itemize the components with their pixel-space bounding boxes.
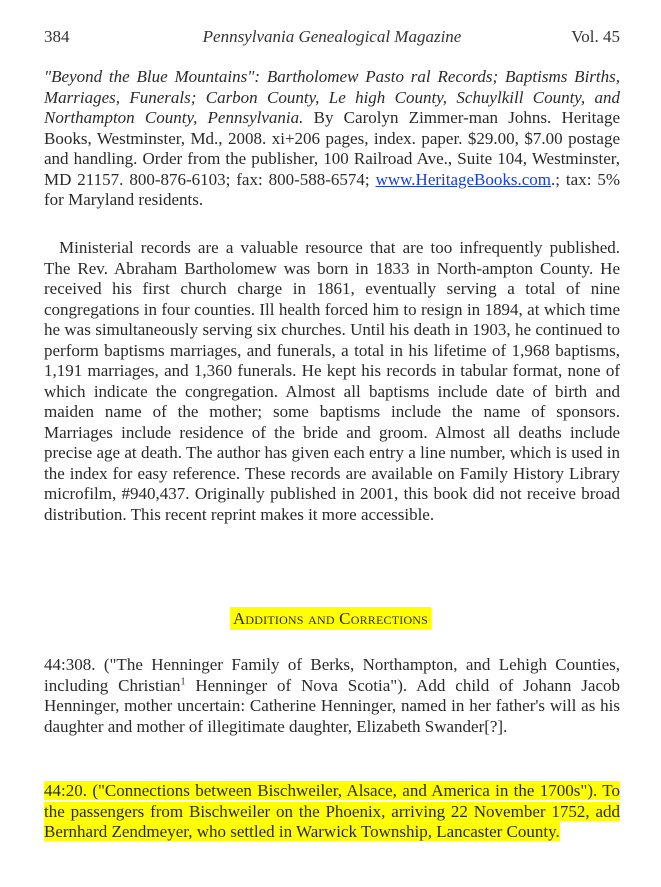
book-title: "Beyond the Blue Mountains": Bartholomew Pasto ral Records; Baptisms Births, Marriages, Funerals; Carbon County, Le high County, Schuylkill County, and Northampton County, Pennsylvania. [44,67,620,127]
book-review-citation [44,67,620,211]
correction-text: 44:308. ("The Henninger Family of Berks, Northampton, and Lehigh Counties, including Christian [44,655,620,695]
footnote-marker: 1 [180,675,186,687]
page-number: 384 [44,27,70,46]
journal-title: Pennsylvania Genealogical Magazine [202,27,462,46]
review-summary: Ministerial records are a valuable resource that are too infrequently published. The Rev. Abraham Bartholomew was born in 1833 in North-ampton County. He received his first church charge in 1861, eventually serving a total of nine congregations in four counties. Ill health forced him to resign in 1894, at which time he was simultaneously serving six churches. Until his death in 1903, he continued to perform baptisms marriages, and funerals, a total in his lifetime of 1,968 baptisms, 1,191 marriages, and 1,360 funerals. He kept his records in tabular format, none of which indicate the congregation. Almost all baptisms include date of birth and maiden name of the mother; some baptisms include the name of sponsors. Marriages include residence of the bride and groom. Almost all deaths include precise age at death. The author has given each entry a line number, which is used in the index for easy reference. These records are available on Family History Library microfilm, #940,437. Originally published in 2001, this book did not receive broad distribution. This recent reprint makes it more accessible. [44,238,620,524]
section-title [0,607,661,631]
correction-text-end: Henninger of Nova Scotia"). Add child of Johann Jacob Henninger, mother uncertain: Catherine Henninger, named in her father's will as his daughter and mother of illegitimate daughter, Elizabeth Swander[?]. [44,675,621,736]
highlighted-correction-text: 44:20. ("Connections between Bischweiler, Alsace, and America in the 1700s"). To the passengers from Bischweiler on the Phoenix, arriving 22 November 1752, add Bernhard Zendmeyer, who settled in Warwick Township, Lancaster County. [44,781,620,841]
correction-entry-1 [44,655,620,737]
correction-entry-2 [44,781,620,843]
book-details: By Carolyn Zimmer-man Johns. Heritage Books, Westminster, Md., 2008. xi+206 pages, index. paper. $29.00, $7.00 postage and handling. Order from the publisher, 100 Railroad Ave., Suite 104, Westminster, MD 21157. 800-876-6103; fax: 800-588-6574; [44,108,620,189]
volume-label: Vol. 45 [571,27,620,46]
publisher-link[interactable]: www.HeritageBooks.com [375,169,552,189]
section-title-text: Additions and Corrections [230,607,431,630]
book-details-end: .; tax: 5% for Maryland residents. [44,169,620,209]
